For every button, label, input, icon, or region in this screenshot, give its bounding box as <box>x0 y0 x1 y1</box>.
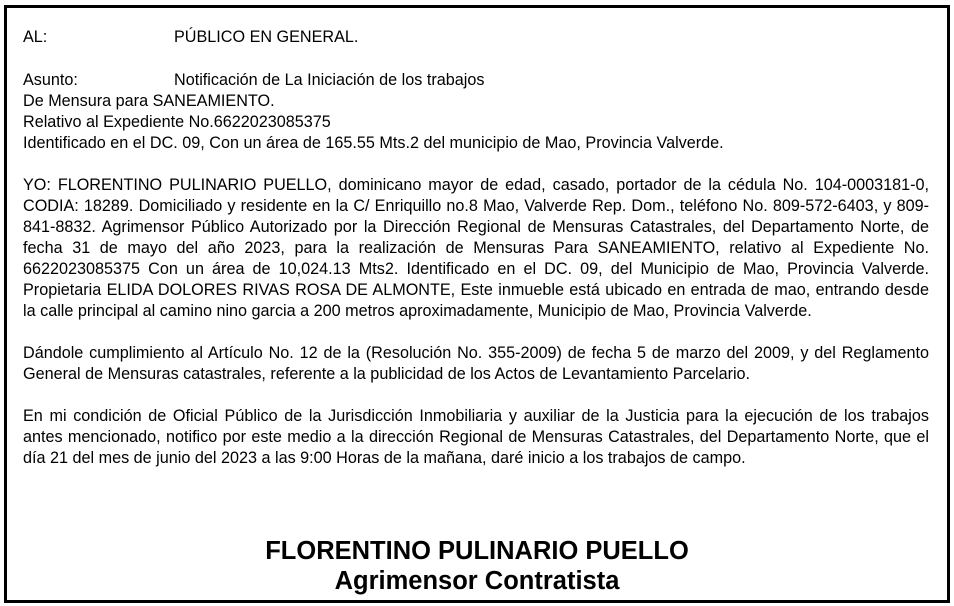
legal-notice <box>4 5 950 603</box>
compliance-paragraph: Dándole cumplimiento al Artículo No. 12 de la (Resolución No. 355-2009) de fecha 5 de marzo del 2009, y del Reglamento General de Mensuras catastrales, referente a la publicidad de los Actos de Levantamiento Parcelario. <box>23 344 929 383</box>
subject-line: De Mensura para SANEAMIENTO. <box>23 92 275 110</box>
declaration-paragraph: YO: FLORENTINO PULINARIO PUELLO, dominicano mayor de edad, casado, portador de la cédula No. 104-0003181-0, CODIA: 18289. Domiciliado y residente en la C/ Enriquillo no.8 Mao, Valverde Rep. Dom., teléfono No. 809-572-6403, y 809-841-8832. Agrimensor Público Autorizado por la Dirección Regional de Mensuras Catastrales, del Departamento Norte, de fecha 31 de mayo del año 2023, para la realización de Mensuras Para SANEAMIENTO, relativo al Expediente No. 6622023085375 Con un área de 10,024.13 Mts2. Identificado en el DC. 09, del Municipio de Mao, Provincia Valverde. Propietaria ELIDA DOLORES RIVAS ROSA DE ALMONTE, Este inmueble está ubicado en entrada de mao, entrando desde la calle principal al camino nino garcia a 200 metros aproximadamente, Municipio de Mao, Provincia Valverde. <box>23 176 929 320</box>
subject-value: Notificación de La Iniciación de los trabajos <box>174 71 485 89</box>
notice-body <box>23 27 929 469</box>
subject-line: Identificado en el DC. 09, Con un área de 165.55 Mts.2 del municipio de Mao, Provincia Valverde. <box>23 134 724 152</box>
recipient-row <box>23 27 929 48</box>
signature-name: FLORENTINO PULINARIO PUELLO <box>265 537 689 565</box>
recipient-label: AL: <box>23 28 48 46</box>
spacer <box>23 48 929 70</box>
subject-row <box>23 70 929 91</box>
subject-label: Asunto: <box>23 71 78 89</box>
notification-paragraph: En mi condición de Oficial Público de la Jurisdicción Inmobiliaria y auxiliar de la Justicia para la ejecución de los trabajos antes mencionado, notifico por este medio a la dirección Regional de Mensuras Catastrales, del Departamento Norte, que el día 21 del mes de junio del 2023 a las 9:00 Horas de la mañana, daré inicio a los trabajos de campo. <box>23 407 929 467</box>
subject-line: Relativo al Expediente No.6622023085375 <box>23 113 331 131</box>
signature-title: Agrimensor Contratista <box>334 567 620 595</box>
recipient-value: PÚBLICO EN GENERAL. <box>174 28 359 46</box>
